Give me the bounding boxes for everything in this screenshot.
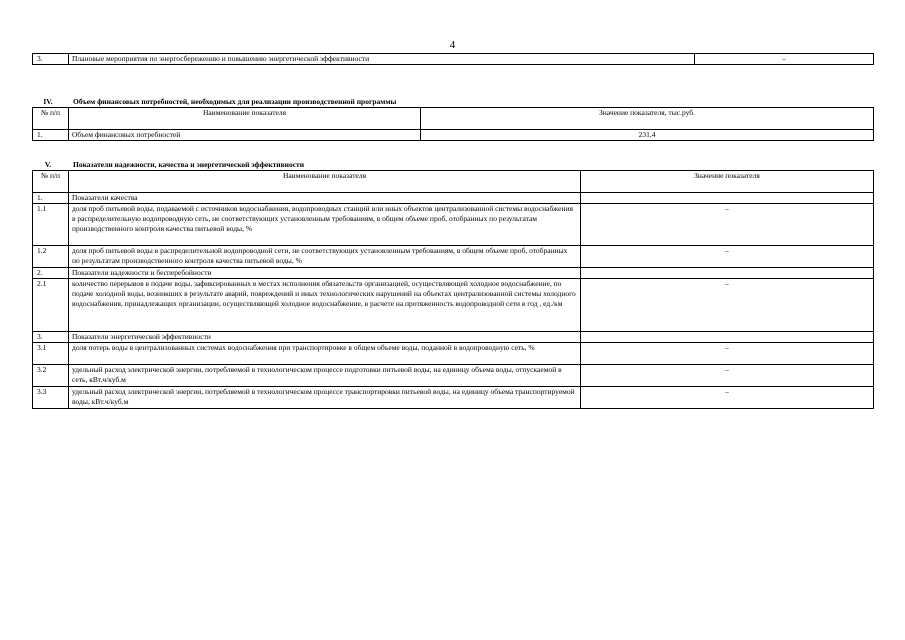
row-name: доля потерь воды в централизованных системах водоснабжения при транспортировке в общем объеме воды, поданной в водопроводную сеть, % [69, 343, 581, 365]
row-number: 3. [33, 54, 69, 65]
row-value [581, 332, 874, 343]
table-header-row [33, 108, 874, 130]
row-value: – [581, 365, 874, 387]
header-num: № п/п [33, 108, 69, 130]
header-value: Значение показателя, тыс.руб. [421, 108, 874, 130]
row-name: Показатели надежности и бесперебойности [69, 268, 581, 279]
table-row [33, 130, 874, 141]
row-number: 2.1 [33, 279, 69, 332]
row-number: 1. [33, 130, 69, 141]
row-name: доля проб питьевой воды в распределительной водопроводной сети, не соответствующих установленным требованиям, в общем объеме проб, отобранных по результатам производственного контроля качества питьевой воды, % [69, 246, 581, 268]
row-number: 3. [33, 332, 69, 343]
row-value [581, 268, 874, 279]
table-row [33, 268, 874, 279]
section4-table [32, 107, 874, 141]
row-value: – [581, 246, 874, 268]
table-row [33, 365, 874, 387]
row-value: – [581, 387, 874, 409]
section4-title: Объем финансовых потребностей, необходимых для реализации производственной программы [73, 97, 397, 106]
row-value [581, 193, 874, 204]
header-num: № п/п [33, 171, 69, 193]
header-value: Значение показателя [581, 171, 874, 193]
page-number: 4 [449, 39, 456, 51]
table-row [33, 204, 874, 246]
row-value: 231,4 [421, 130, 874, 141]
row-name: количество перерывов в подаче воды, зафиксированных в местах исполнения обязательств организацией, осуществляющей холодное водоснабжение, по подаче холодной воды, возникших в результате аварий, повреждений и иных технологических нарушений на объектах централизованной системы холодного водоснабжения, принадлежащих организации, осуществляющей холодное водоснабжение, в расчете на протяженность водопроводной сети в год , ед./км [69, 279, 581, 332]
section5-title: Показатели надежности, качества и энергетической эффективности [73, 160, 305, 169]
table-row [33, 332, 874, 343]
row-name: удельный расход электрической энергии, потребляемой в технологическом процессе подготовки питьевой воды, на единицу объема воды, отпускаемой в сеть, кВт.ч/куб.м [69, 365, 581, 387]
table-row [33, 343, 874, 365]
row-name: удельный расход электрической энергии, потребляемой в технологическом процессе транспортировки питьевой воды, на единицу объема транспортируемой воды, кВт.ч/куб.м [69, 387, 581, 409]
section3-table [32, 53, 874, 65]
row-name: Объем финансовых потребностей [69, 130, 421, 141]
table-row [33, 193, 874, 204]
row-value: – [695, 54, 874, 65]
table-row [33, 246, 874, 268]
row-number: 1.1 [33, 204, 69, 246]
table-row [33, 54, 874, 65]
row-number: 3.3 [33, 387, 69, 409]
table-header-row [33, 171, 874, 193]
row-value: – [581, 343, 874, 365]
row-name: Плановые мероприятия по энергосбережению и повышению энергетической эффективности [69, 54, 695, 65]
row-name: Показатели качества [69, 193, 581, 204]
row-number: 1. [33, 193, 69, 204]
row-number: 2. [33, 268, 69, 279]
row-name: Показатели энергетической эффективности [69, 332, 581, 343]
table-row [33, 387, 874, 409]
row-name: доля проб питьевой воды, подаваемой с источников водоснабжения, водопроводных станций или иных объектов централизованной системы водоснабжения в распределительную водопроводную сеть, не соответствующих установленным требованиям, в общем объеме проб, отобранных по результатам производственного контроля качества питьевой воды, % [69, 204, 581, 246]
table-row [33, 279, 874, 332]
section5-heading [33, 160, 873, 170]
header-name: Наименование показателя [69, 171, 581, 193]
row-value: – [581, 204, 874, 246]
row-number: 1.2 [33, 246, 69, 268]
section4-roman: IV. [43, 97, 53, 106]
section5-table [32, 170, 874, 409]
section5-roman: V. [44, 160, 52, 169]
header-name: Наименование показателя [69, 108, 421, 130]
row-value: – [581, 279, 874, 332]
row-number: 3.1 [33, 343, 69, 365]
section4-heading [33, 97, 873, 107]
row-number: 3.2 [33, 365, 69, 387]
